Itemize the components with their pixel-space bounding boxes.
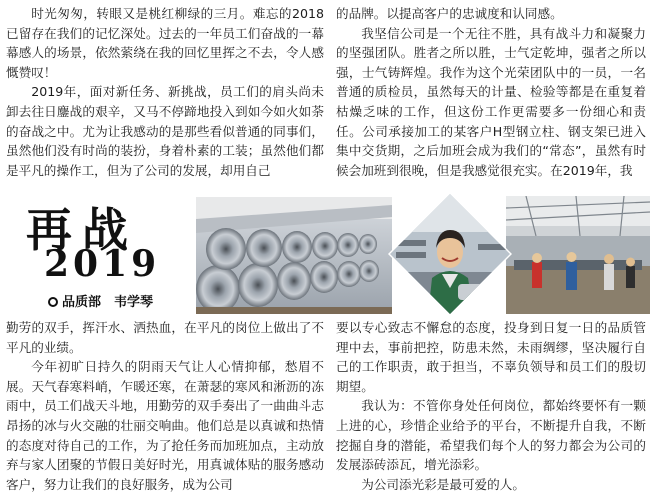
paragraph: 我认为：不管你身处任何岗位，都始终要怀有一颗上进的心，珍惜企业给予的平台，不断提升自我，不断挖掘自身的潜能，希望我们每个人的努力都会为公司的发展添砖添瓦，增光添彩。 — [336, 398, 646, 473]
paragraph: 今年初旷日持久的阴雨天气让人心情抑郁，愁眉不展。天气春寒料峭，乍暖还寒，在萧瑟的寒风和淅沥的冻雨中，员工们战天斗地，用勤劳的双手奏出了一曲曲斗志昂扬的冰与火交融的壮丽交响曲。他们总是以真诚和热情的态度对待自己的工作，为了抢任务而加班加点，主动放弃与家人团聚的节假日美好时光，用真诚体贴的服务感动客户，努力让我们的良好服务，成为公司 — [6, 359, 324, 492]
paragraph: 要以专心致志不懈怠的态度，投身到日复一日的品质管理中去，事前把控，防患未然，未雨绸缪，坚决履行自己的工作职责，敢于担当，不辜负领导和员工们的殷切期望。 — [336, 320, 646, 394]
paragraph: 勤劳的双手，挥汗水、洒热血，在平凡的岗位上做出了不平凡的业绩。 — [6, 320, 324, 355]
paragraph: 为公司添光彩是最可爱的人。 — [361, 476, 525, 492]
paragraph: 的品牌。以提高客户的忠诚度和认同感。 — [336, 6, 563, 21]
column-1 — [6, 4, 324, 180]
photo-workshop — [506, 196, 650, 314]
worker-portrait-image — [388, 192, 512, 316]
paragraph: 2019年，面对新任务、新挑战，员工们的肩头尚未卸去往日鏖战的艰辛，又马不停蹄地投入到如今如火如荼的奋战之中。尤为让我感动的是那些看似普通的同事们，虽然他们没有时尚的装扮，身着朴素的工装；虽然他们都是平凡的操作工，但为了公司的发展，却用自己 — [6, 84, 324, 178]
circle-bullet-icon — [48, 297, 58, 307]
column-2 — [336, 4, 646, 180]
workshop-image — [506, 196, 650, 314]
byline — [48, 291, 153, 310]
paragraph: 时光匆匆，转眼又是桃红柳绿的三月。难忘的2018已留存在我们的记忆深处。过去的一年员工们奋战的一幕幕感人的场景，依然萦绕在我的回忆里挥之不去，令人感慨赞叹！ — [6, 6, 324, 80]
headline-year: 2019 — [44, 243, 161, 285]
steel-coils-image — [196, 197, 392, 314]
photo-worker-portrait — [388, 192, 512, 316]
column-3 — [6, 318, 324, 494]
paragraph: 我坚信公司是一个无往不胜，具有战斗力和凝聚力的坚强团队。胜者之所以胜，士气定乾坤，强者之所以强，士气铸辉煌。我作为这个光荣团队中的一员，一名普通的质检员，虽然每天的计量、检验等都是在重复着枯燥乏味的工作，但这份工作更需要多一份细心和责任。公司承接加工的某客户H型钢立柱、钢支架已进入集中交货期，之后加班会成为我们的“常态”，虽然有时候会加班到很晚，但是我感觉很充实。在2019年，我 — [336, 25, 646, 178]
photo-steel-coils — [196, 197, 392, 314]
column-4 — [336, 318, 646, 494]
headline-title: 再战 — [26, 203, 138, 257]
byline-text: 品质部 韦学琴 — [62, 295, 154, 310]
